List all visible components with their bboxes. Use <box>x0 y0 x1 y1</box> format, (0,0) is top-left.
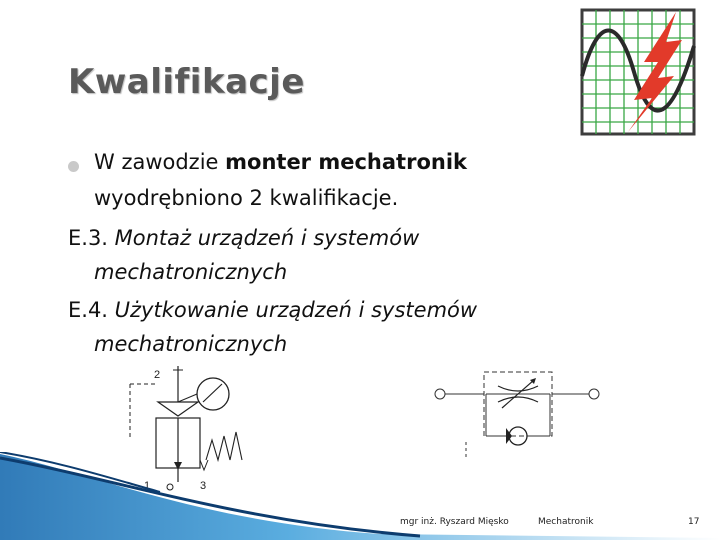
qualification-e4-cont: mechatronicznych <box>94 332 288 356</box>
bullet-dot <box>68 161 79 172</box>
page-number: 17 <box>688 517 700 527</box>
bullet-line-2: wyodrębniono 2 kwalifikacje. <box>94 186 399 210</box>
qualification-e3 <box>68 226 419 250</box>
qualification-e4 <box>68 298 477 322</box>
flow-control-valve-symbol <box>426 362 606 462</box>
e4-code: E.4. <box>68 298 115 322</box>
port-3-label: 3 <box>200 480 207 492</box>
bullet-lead-text: W zawodzie <box>94 150 226 174</box>
bullet-bold-text: monter mechatronik <box>225 150 467 174</box>
slide-title: Kwalifikacje <box>68 62 305 102</box>
qualification-e3-cont: mechatronicznych <box>94 260 288 284</box>
decorative-wave <box>0 452 720 540</box>
port-1-label: 1 <box>144 480 151 492</box>
footer-author: mgr inż. Ryszard Mięsko <box>400 517 509 527</box>
bullet-line-1 <box>94 150 467 174</box>
e4-text: Użytkowanie urządzeń i systemów <box>114 298 478 322</box>
port-2-label: 2 <box>154 369 161 381</box>
e3-code: E.3. <box>68 226 115 250</box>
e3-text: Montaż urządzeń i systemów <box>114 226 420 250</box>
footer-course: Mechatronik <box>538 517 594 527</box>
mechatronics-logo <box>578 6 698 138</box>
